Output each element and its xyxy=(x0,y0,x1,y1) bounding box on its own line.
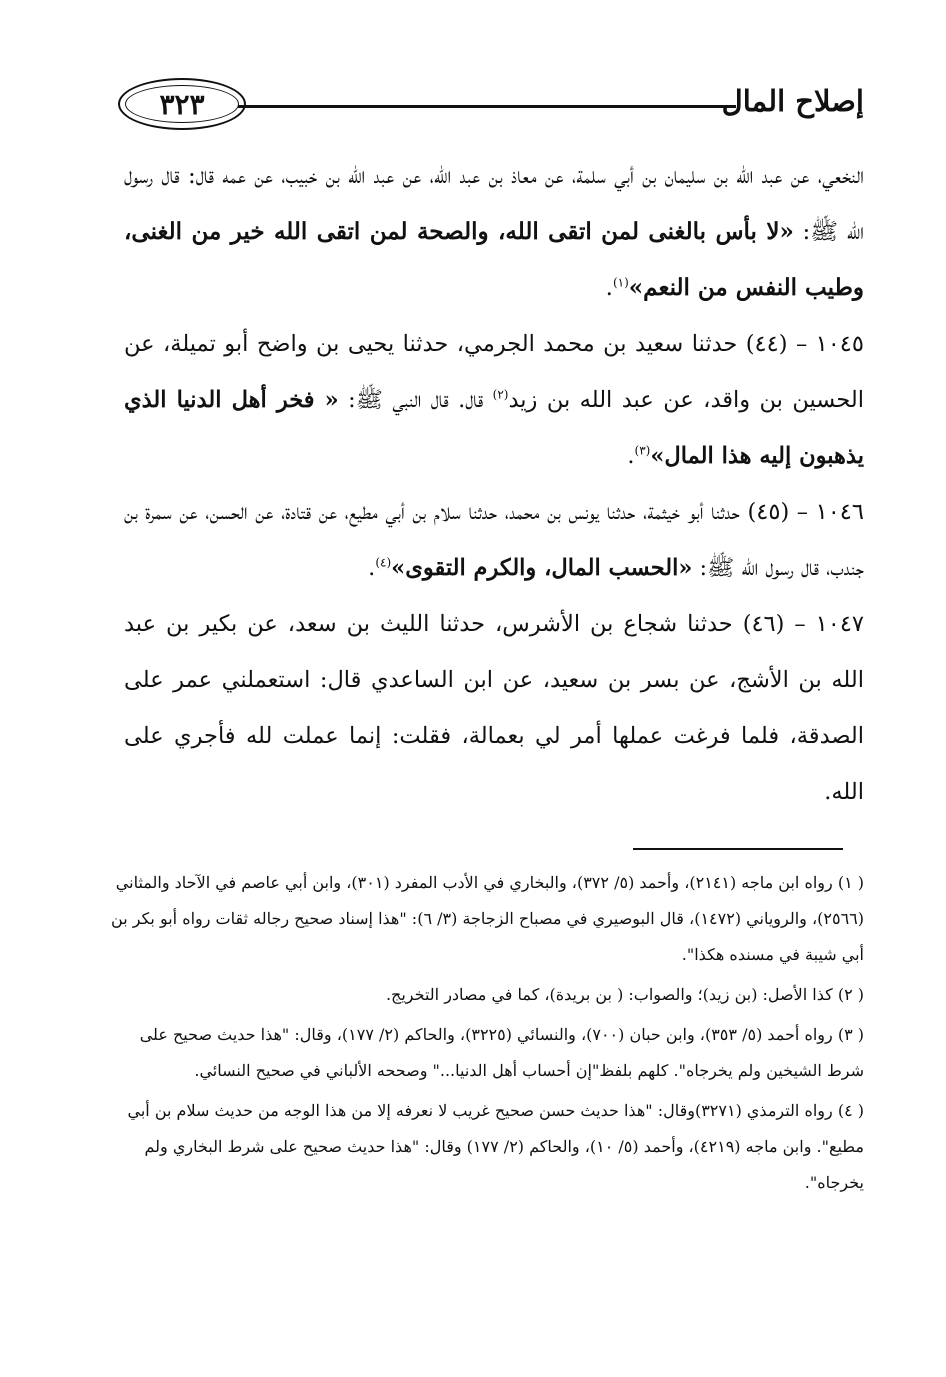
footnote-divider xyxy=(633,848,843,850)
narration-text: ١٠٤٦ – (٤٥) حدثنا أبو خيثمة، حدثنا يونس بن محمد، حدثنا سلام بن أبي مطيع، عن قتادة، عن الحسن، عن سمرة بن جندب، قال رسول الله ﷺ: xyxy=(124,499,864,581)
footnotes xyxy=(110,865,864,1201)
paragraph-1045 xyxy=(124,316,864,484)
narration-text: النخعي، عن عبد الله بن سليمان بن أبي سلمة، عن معاذ بن عبد الله، عن عبد الله بن خبيب، عن عمه قال: قال رسول الله ﷺ: xyxy=(124,163,864,245)
narration-text: ١٠٤٧ – (٤٦) حدثنا شجاع بن الأشرس، حدثنا الليث بن سعد، عن بكير بن عبد الله بن الأشج، عن بسر بن سعيد، عن ابن الساعدي قال: استعملني عمر على الصدقة، فلما فرغت عملها أمر لي بعمالة، فقلت: إنما عملت لله فأجري على الله. xyxy=(124,611,864,805)
footnote-ref-1: (١) xyxy=(612,275,629,290)
footnote-ref-3: (٣) xyxy=(634,443,651,458)
running-header xyxy=(118,78,864,136)
paragraph-1046 xyxy=(124,484,864,596)
narration-text: ١٠٤٥ – (٤٤) حدثنا سعيد بن محمد الجرمي، حدثنا يحيى بن واضح أبو تميلة، عن الحسين بن واقد، عن عبد الله بن زيد xyxy=(124,331,864,413)
footnote-ref-4: (٤) xyxy=(375,555,392,570)
footnote-2: ( ٢) كذا الأصل: (بن زيد)؛ والصواب: ( بن بريدة)، كما في مصادر التخريج. xyxy=(385,985,864,1004)
footnote-1: ( ١) رواه ابن ماجه (٢١٤١)، وأحمد (٥/ ٣٧٢)، والبخاري في الأدب المفرد (٣٠١)، وابن أبي عاصم في الآحاد والمثاني (٢٥٦٦)، والروياني (١٤٧٢)، قال البوصيري في مصباح الزجاجة (٣/ ٦): "هذا إسناد صحيح رجاله ثقات رواه أبو بكر بن أبي شيبة في مسنده هكذا". xyxy=(111,873,864,964)
running-title: إصلاح المال xyxy=(721,84,864,118)
main-text xyxy=(124,148,864,820)
paragraph-1047 xyxy=(124,596,864,820)
hadith-text: «الحسب المال، والكرم التقوى» xyxy=(391,555,693,581)
period: . xyxy=(368,555,376,581)
page-number: ٣٢٣ xyxy=(159,87,205,121)
footnote-4: ( ٤) رواه الترمذي (٣٢٧١)وقال: "هذا حديث حسن صحيح غريب لا نعرفه إلا من هذا الوجه من حديث سلام بن أبي مطيع". وابن ماجه (٤٢١٩)، وأحمد (٥/ ١٠)، والحاكم (٢/ ١٧٧) وقال: "هذا حديث صحيح على شرط البخاري ولم يخرجاه". xyxy=(127,1101,864,1192)
header-rule xyxy=(238,105,736,108)
narration-text: قال. قال النبي ﷺ: xyxy=(338,387,493,413)
footnote-ref-2: (٢) xyxy=(492,387,509,402)
hadith-text: « فخر أهل الدنيا الذي يذهبون إليه هذا المال» xyxy=(124,387,864,469)
paragraph-1 xyxy=(124,148,864,316)
period: . xyxy=(627,443,635,469)
hadith-text: «لا بأس بالغنى لمن اتقى الله، والصحة لمن اتقى الله خير من الغنى، وطيب النفس من النعم» xyxy=(124,218,864,301)
page-number-badge xyxy=(118,78,246,130)
footnote-3: ( ٣) رواه أحمد (٥/ ٣٥٣)، وابن حبان (٧٠٠)، والنسائي (٣٢٢٥)، والحاكم (٢/ ١٧٧)، وقال: "هذا حديث صحيح على شرط الشيخين ولم يخرجاه". كلهم بلفظ"إن أحساب أهل الدنيا..." وصححه الألباني في صحيح النسائي. xyxy=(139,1025,864,1080)
period: . xyxy=(605,275,613,301)
